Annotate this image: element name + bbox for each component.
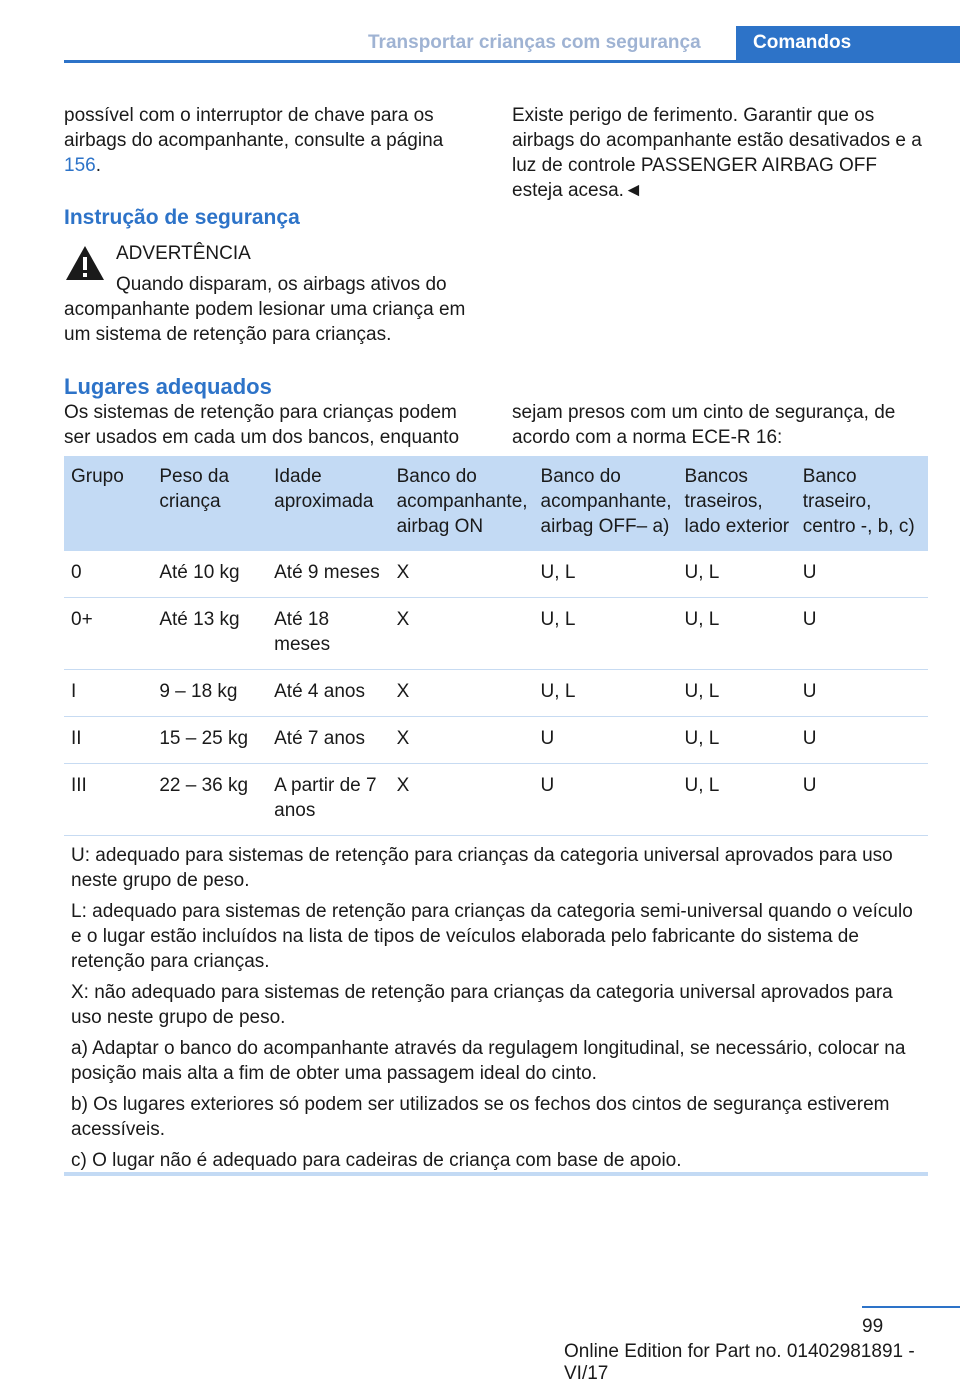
table-cell: U	[534, 764, 678, 836]
table-row	[64, 670, 928, 717]
table-cell: U, L	[678, 717, 796, 764]
table-cell: U, L	[678, 764, 796, 836]
right-intro-paragraph: Existe perigo de ferimento. Garantir que os airbags do acompanhante estão desativados e a luz de controle PASSENGER AIRBAG OFF esteja acesa.◄	[512, 105, 922, 201]
table-cell: U	[796, 717, 928, 764]
left-intro-paragraph	[64, 103, 474, 178]
page-number-rule	[862, 1306, 960, 1308]
footer-edition: Online Edition for Part no. 01402981891 - VI/17	[564, 1341, 915, 1384]
table-bottom-rule	[64, 1172, 928, 1176]
table-cell: U, L	[678, 670, 796, 717]
note-l: L: adequado para sistemas de retenção para crianças da categoria semi-universal quando o veículo e o lugar estão incluídos na lista de tipos de veículos elaborada pelo fabricante do sistema de retenção para crianças.	[71, 901, 913, 972]
table-row	[64, 717, 928, 764]
header-chapter-tab[interactable]: Comandos	[736, 26, 960, 60]
table-notes-row	[64, 836, 928, 1184]
table-cell: Até 10 kg	[152, 551, 267, 598]
table-header-cell: Bancos traseiros, lado exterior	[678, 456, 796, 551]
table-cell: Até 18 meses	[267, 598, 389, 670]
note-x: X: não adequado para sistemas de retenção para crianças da categoria universal aprovados para uso neste grupo de peso.	[71, 982, 893, 1028]
left-intro-text: possível com o interruptor de chave para os airbags do acompanhante, consulte a página	[64, 105, 444, 151]
note-a: a) Adaptar o banco do acompanhante através da regulagem longitudinal, se necessário, colocar na posição mais alta a fim de obter uma passagem ideal do cinto.	[71, 1038, 906, 1084]
table-cell: X	[390, 670, 534, 717]
table-cell: 9 – 18 kg	[152, 670, 267, 717]
table-cell: X	[390, 717, 534, 764]
header-rule	[64, 60, 960, 63]
table-cell: II	[64, 717, 152, 764]
note-b: b) Os lugares exteriores só podem ser utilizados se os fechos dos cintos de segurança estiverem acessíveis.	[71, 1094, 890, 1140]
table-cell: U	[534, 717, 678, 764]
table-header-cell: Idade aproximada	[267, 456, 389, 551]
table-cell: 15 – 25 kg	[152, 717, 267, 764]
table-row	[64, 764, 928, 836]
seats-intro-col1: Os sistemas de retenção para crianças podem ser usados em cada um dos bancos, enquanto	[64, 402, 460, 448]
table-header-cell: Peso da criança	[152, 456, 267, 551]
table-cell: Até 7 anos	[267, 717, 389, 764]
table-cell: U	[796, 670, 928, 717]
seats-intro-col2: sejam presos com um cinto de segurança, de acordo com a norma ECE-R 16:	[512, 402, 896, 448]
safety-heading: Instrução de segurança	[64, 206, 300, 229]
header-section-title: Transportar crianças com segurança	[368, 32, 701, 53]
table-cell: U	[796, 764, 928, 836]
table-cell: U	[796, 598, 928, 670]
note-c: c) O lugar não é adequado para cadeiras de criança com base de apoio.	[71, 1150, 682, 1171]
table-cell: X	[390, 764, 534, 836]
warning-title: ADVERTÊNCIA	[116, 243, 251, 264]
table-cell: Até 4 anos	[267, 670, 389, 717]
table-cell: U, L	[534, 670, 678, 717]
table-header-cell: Banco do acompanhante, airbag OFF– a)	[534, 456, 678, 551]
table-cell: X	[390, 598, 534, 670]
table-cell: U, L	[534, 598, 678, 670]
page-number: 99	[862, 1316, 884, 1337]
table-header-cell: Grupo	[64, 456, 152, 551]
table-header-row	[64, 456, 928, 551]
table-notes	[64, 836, 928, 1184]
table-row	[64, 551, 928, 598]
table-cell: 0+	[64, 598, 152, 670]
table-header-cell: Banco traseiro, centro -, b, c)	[796, 456, 928, 551]
table-cell: 0	[64, 551, 152, 598]
table-row	[64, 598, 928, 670]
table-cell: U, L	[678, 598, 796, 670]
note-u: U: adequado para sistemas de retenção para crianças da categoria universal aprovados para uso neste grupo de peso.	[71, 845, 893, 891]
table-cell: III	[64, 764, 152, 836]
table-cell: Até 13 kg	[152, 598, 267, 670]
page-link-156[interactable]: 156	[64, 155, 96, 176]
warning-body: Quando disparam, os airbags ativos do acompanhante podem lesionar uma criança em um sistema de retenção para crianças.	[64, 274, 466, 345]
table-cell: U	[796, 551, 928, 598]
table-cell: Até 9 meses	[267, 551, 389, 598]
table-cell: A partir de 7 anos	[267, 764, 389, 836]
table-cell: I	[64, 670, 152, 717]
table-cell: 22 – 36 kg	[152, 764, 267, 836]
seat-suitability-table	[64, 456, 928, 1183]
seats-heading: Lugares adequados	[64, 374, 272, 399]
table-cell: U, L	[678, 551, 796, 598]
left-intro-end: .	[95, 155, 101, 176]
table-cell: U, L	[534, 551, 678, 598]
table-header-cell: Banco do acompanhante, airbag ON	[390, 456, 534, 551]
table-cell: X	[390, 551, 534, 598]
